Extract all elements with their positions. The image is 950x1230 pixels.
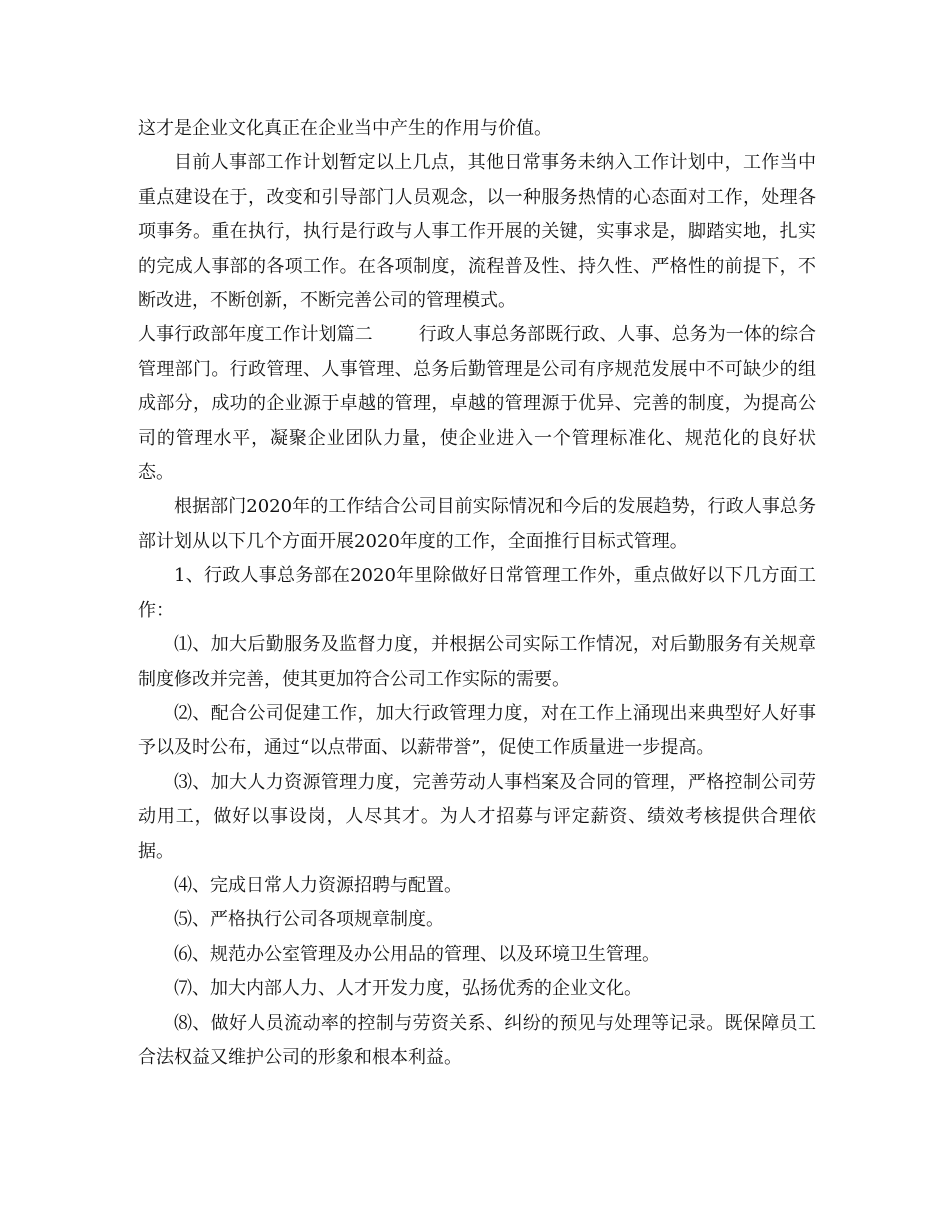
paragraph-plan-overview: 根据部门2020年的工作结合公司目前实际情况和今后的发展趋势，行政人事总务部计划从以下几个方面开展2020年度的工作，全面推行目标式管理。 [138, 496, 816, 552]
list-item-4: ⑷、完成日常人力资源招聘与配置。 [174, 874, 462, 896]
list-item-3: ⑶、加大人力资源管理力度，完善劳动人事档案及合同的管理，严格控制公司劳动用工，做好以事设岗，人尽其才。为人才招募与评定薪资、绩效考核提供合理依据。 [138, 771, 816, 862]
section-heading: 人事行政部年度工作计划篇二 [138, 324, 373, 346]
paragraph-continuation: 这才是企业文化真正在企业当中产生的作用与价值。 [138, 118, 552, 139]
list-item-2: ⑵、配合公司促建工作，加大行政管理力度，对在工作上涌现出来典型好人好事予以及时公布，通过“以点带面、以薪带誉”，促使工作质量进一步提高。 [138, 702, 816, 759]
document-page [138, 112, 816, 1075]
list-item-5: ⑸、严格执行公司各项规章制度。 [174, 909, 444, 931]
section-intro-text: 行政人事总务部既行政、人事、总务为一体的综合管理部门。行政管理、人事管理、总务后勤管理是公司有序规范发展中不可缺少的组成部分，成功的企业源于卓越的管理，卓越的管理源于优异、完善的制度，为提高公司的管理水平，凝聚企业团队力量，使企业进入一个管理标准化、规范化的良好状态。 [138, 324, 817, 484]
list-item-8: ⑻、做好人员流动率的控制与劳资关系、纠纷的预见与处理等记录。既保障员工合法权益又维护公司的形象和根本利益。 [138, 1012, 816, 1068]
paragraph-summary: 目前人事部工作计划暂定以上几点，其他日常事务未纳入工作计划中，工作当中重点建设在于，改变和引导部门人员观念，以一种服务热情的心态面对工作，处理各项事务。重在执行，执行是行政与人事工作开展的关键，实事求是，脚踏实地，扎实的完成人事部的各项工作。在各项制度，流程普及性、持久性、严格性的前提下，不断改进，不断创新，不断完善公司的管理模式。 [138, 152, 816, 312]
paragraph-item-1: 1、行政人事总务部在2020年里除做好日常管理工作外，重点做好以下几方面工作： [138, 565, 816, 621]
list-item-6: ⑹、规范办公室管理及办公用品的管理、以及环境卫生管理。 [174, 943, 660, 965]
list-item-1: ⑴、加大后勤服务及监督力度，并根据公司实际工作情况，对后勤服务有关规章制度修改并完善，使其更加符合公司工作实际的需要。 [138, 634, 816, 690]
list-item-7: ⑺、加大内部人力、人才开发力度，弘扬优秀的企业文化。 [174, 978, 642, 1000]
paragraph-section-two [138, 318, 816, 490]
